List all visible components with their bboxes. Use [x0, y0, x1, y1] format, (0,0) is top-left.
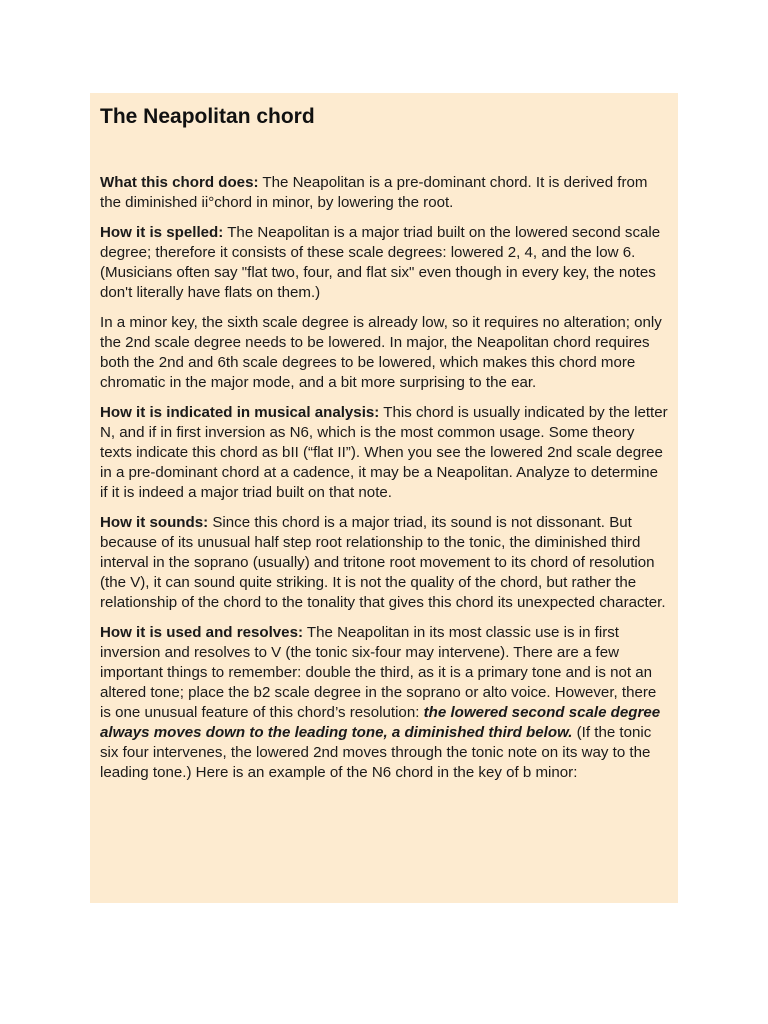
text-what-it-does: The Neapolitan is a pre-dominant chord. It is derived from the diminished ii°chord in minor, by lowering the root. [100, 174, 648, 211]
label-how-indicated: How it is indicated in musical analysis: [100, 404, 380, 421]
text-how-indicated: This chord is usually indicated by the letter N, and if in first inversion as N6, which is the most common usage. Some theory texts indicate this chord as bII (“flat II”). When you see the lowered 2nd scale degree in a pre-dominant chord at a cadence, it may be a Neapolitan. Analyze to determine if it is indeed a major triad built on that note. [100, 404, 668, 501]
label-how-spelled: How it is spelled: [100, 224, 224, 241]
label-used-and-resolves: How it is used and resolves: [100, 624, 303, 641]
paragraph-how-indicated [100, 403, 668, 503]
emphasis-resolution-rule: the lowered second scale degree always moves down to the leading tone, a diminished third below. [100, 704, 661, 741]
paragraph-minor-key [100, 313, 668, 393]
paragraph-how-it-sounds [100, 513, 668, 613]
paragraph-what-it-does [100, 173, 668, 213]
label-how-it-sounds: How it sounds: [100, 514, 209, 531]
text-how-spelled: The Neapolitan is a major triad built on the lowered second scale degree; therefore it consists of these scale degrees: lowered 2, 4, and the low 6. (Musicians often say "flat two, four, and flat six" even though in every key, the notes don't literally have flats on them.) [100, 224, 661, 301]
label-what-it-does: What this chord does: [100, 174, 259, 191]
paragraph-used-and-resolves [100, 623, 668, 783]
text-minor-key: In a minor key, the sixth scale degree is already low, so it requires no alteration; only the 2nd scale degree needs to be lowered. In major, the Neapolitan chord requires both the 2nd and 6th scale degrees to be lowered, which makes this chord more chromatic in the major mode, and a bit more surprising to the ear. [100, 314, 662, 391]
text-used-and-resolves-after: (If the tonic six four intervenes, the lowered 2nd moves through the tonic note on its way to the leading tone.) Here is an example of the N6 chord in the key of b minor: [100, 724, 652, 781]
paragraph-how-spelled [100, 223, 668, 303]
text-how-it-sounds: Since this chord is a major triad, its sound is not dissonant. But because of its unusual half step root relationship to the tonic, the diminished third interval in the soprano (usually) and tritone root movement to its chord of resolution (the V), it can sound quite striking. It is not the quality of the chord, but rather the relationship of the chord to the tonality that gives this chord its unexpected character. [100, 514, 666, 611]
content-box [90, 93, 678, 903]
text-used-and-resolves-before: The Neapolitan in its most classic use is in first inversion and resolves to V (the tonic six-four may intervene). There are a few important things to remember: double the third, as it is a primary tone and is not an altered tone; place the b2 scale degree in the soprano or alto voice. However, there is one unusual feature of this chord’s resolution: [100, 624, 657, 721]
page-title: The Neapolitan chord [100, 105, 315, 128]
